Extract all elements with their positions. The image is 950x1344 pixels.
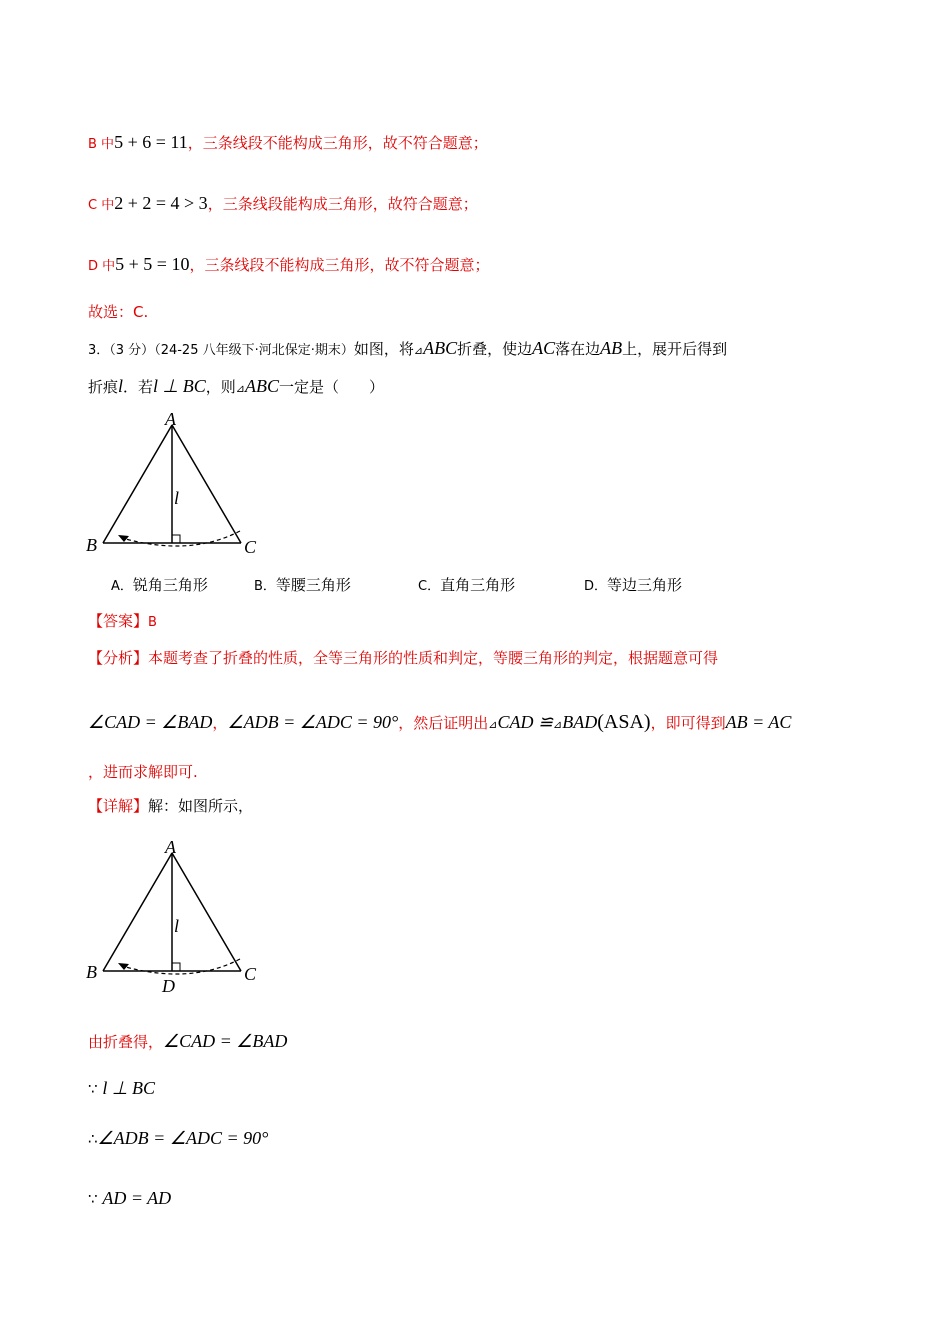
vertex-b-label: B xyxy=(86,535,97,555)
step-because-perpendicular: ∵ l ⊥ BC xyxy=(88,1078,156,1098)
detail-line: 【详解】解：如图所示， xyxy=(88,797,254,815)
triangle-symbol: ⊿ xyxy=(553,718,563,731)
analysis-line-2: ∠CAD = ∠BAD，∠ADB = ∠ADC = 90°，然后证明出⊿CAD ≌⊿BAD(ASA)，即可得到AB = AC xyxy=(88,711,792,733)
fold-arc xyxy=(122,531,240,546)
previous-choice: 故选：C. xyxy=(88,303,149,321)
option-d-analysis: D 中5 + 5 = 10，三条线段不能构成三角形，故不符合题意； xyxy=(88,254,490,274)
triangle-symbol: ⊿ xyxy=(235,382,245,395)
analysis-line-1: 【分析】本题考查了折叠的性质，全等三角形的性质和判定，等腰三角形的判定，根据题意可得 xyxy=(88,649,719,667)
step-fold: 由折叠得，∠CAD = ∠BAD xyxy=(88,1031,288,1051)
vertex-b-label: B xyxy=(86,962,97,982)
vertex-a-label: A xyxy=(165,837,176,857)
side-ab xyxy=(103,853,172,971)
math-expression: 5 + 5 = 10 xyxy=(115,254,190,274)
step-common-side: ∵ AD = AD xyxy=(88,1188,172,1208)
right-angle-mark xyxy=(172,963,180,971)
side-ac xyxy=(172,425,241,543)
arrow-head xyxy=(118,963,129,970)
triangle-symbol: ⊿ xyxy=(413,344,424,357)
arrow-head xyxy=(118,535,129,542)
option-b-analysis: B 中5 + 6 = 11，三条线段不能构成三角形，故不符合题意； xyxy=(88,132,488,152)
option-d[interactable]: D．等边三角形 xyxy=(584,576,683,594)
triangle-figure-1 xyxy=(80,405,280,565)
crease-label: l xyxy=(174,488,180,508)
side-ac xyxy=(172,853,241,971)
question-stem-line-2: 折痕l．若l ⊥ BC，则⊿ABC一定是（ ） xyxy=(88,376,384,396)
answer-line: 【答案】B xyxy=(88,612,157,630)
vertex-c-label: C xyxy=(244,537,257,557)
question-stem-line-1: 3．（3 分）（24-25 八年级下·河北保定·期末）如图，将⊿ABC折叠，使边AC落在边AB上，展开后得到 xyxy=(88,338,728,358)
triangle-symbol: ⊿ xyxy=(488,718,498,731)
option-b[interactable]: B．等腰三角形 xyxy=(254,576,351,594)
fold-arc xyxy=(122,959,240,974)
triangle-figure-2 xyxy=(80,835,280,1000)
vertex-d-label: D xyxy=(162,976,175,996)
math-expression: 5 + 6 = 11 xyxy=(114,132,188,152)
vertex-c-label: C xyxy=(244,964,257,984)
step-therefore-right-angles: ∴∠ADB = ∠ADC = 90° xyxy=(88,1128,269,1148)
crease-label: l xyxy=(174,916,180,936)
option-c-analysis: C 中2 + 2 = 4 > 3，三条线段能构成三角形，故符合题意； xyxy=(88,193,478,213)
option-a[interactable]: A．锐角三角形 xyxy=(111,576,208,594)
math-expression: 2 + 2 = 4 > 3 xyxy=(114,193,208,213)
analysis-line-3: ，进而求解即可. xyxy=(88,763,198,781)
vertex-a-label: A xyxy=(165,409,176,429)
right-angle-mark xyxy=(172,535,180,543)
option-c[interactable]: C．直角三角形 xyxy=(418,576,516,594)
side-ab xyxy=(103,425,172,543)
